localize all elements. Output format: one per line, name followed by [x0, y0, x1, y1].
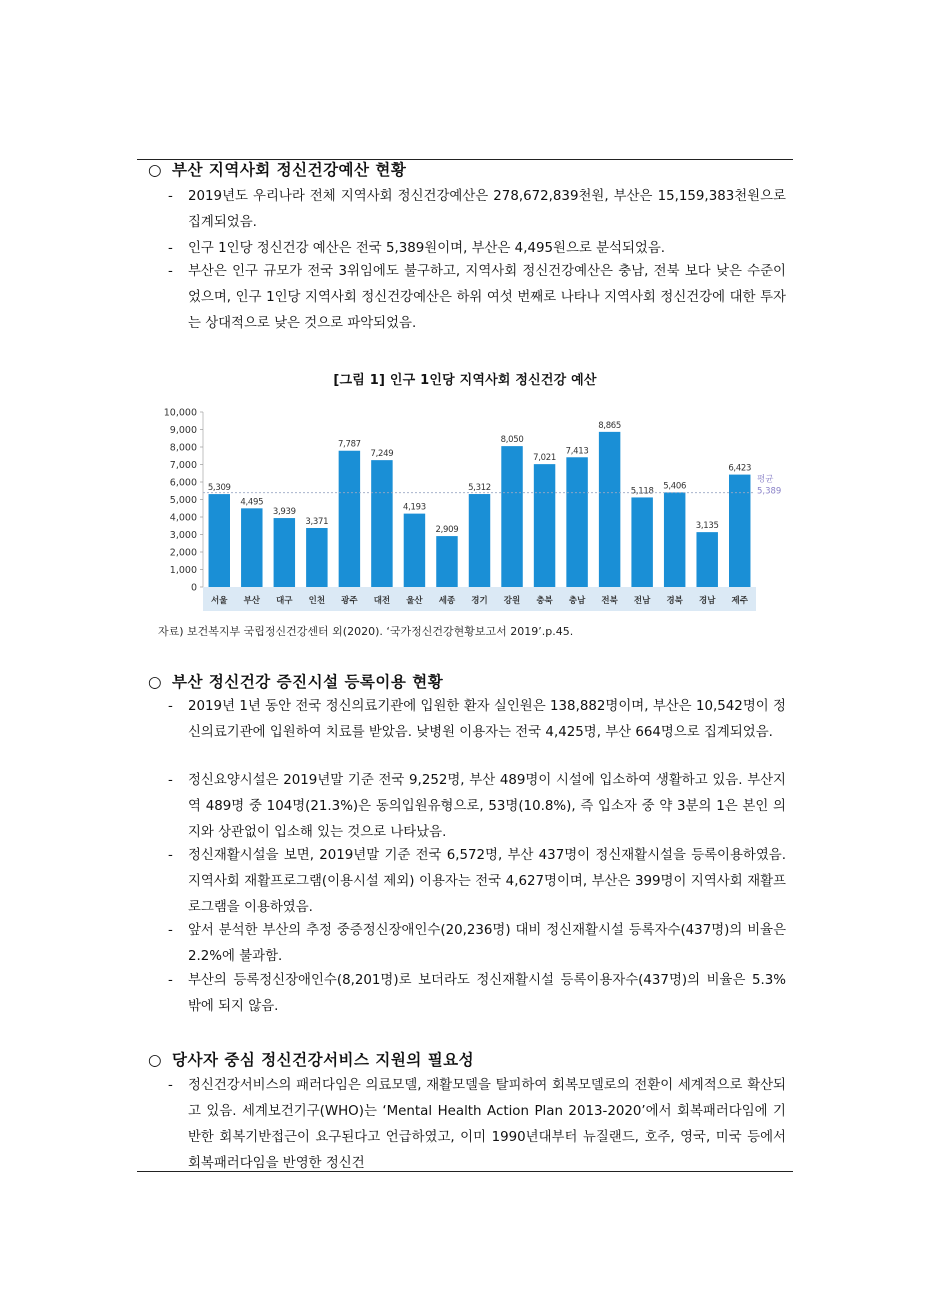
bar-전북 — [599, 432, 620, 587]
x-tick-label: 세종 — [438, 596, 456, 606]
y-tick-label: 8,000 — [169, 442, 197, 454]
section2-heading-text: 부산 정신건강 증진시설 등록이용 현황 — [172, 673, 444, 691]
circle-bullet-icon: ○ — [148, 673, 163, 691]
x-tick-label: 광주 — [341, 596, 358, 606]
section1-heading-text: 부산 지역사회 정신건강예산 현황 — [172, 161, 407, 179]
dash-icon: - — [168, 1078, 173, 1093]
bullet-text: 정신재활시설을 보면, 2019년말 기준 전국 6,572명, 부산 437명이 정신재활시설을 등록이용하였음. 지역사회 재활프로그램(이용시설 제외) 이용자는 전국 4,627명이며, 부산은 399명이 지역사회 재활프로그램을 이용하였음. — [188, 848, 786, 915]
x-tick-label: 충남 — [568, 596, 586, 606]
section3-heading — [148, 1050, 474, 1070]
dash-icon: - — [168, 973, 173, 988]
x-tick-label: 전남 — [633, 596, 651, 606]
bullet-text: 정신건강서비스의 패러다임은 의료모델, 재활모델을 탈피하여 회복모델로의 전환이 세계적으로 확산되고 있음. 세계보건기구(WHO)는 ‘Mental Health Action Plan 2013-2020’에서 회복패러다임에 기반한 회복기반접근이 요구된다고 언급하였고, 이미 1990년대부터 뉴질랜드, 호주, 영국, 미국 등에서 회복패러다임을 반영한 정신건 — [188, 1078, 786, 1171]
dash-icon: - — [168, 189, 173, 204]
bar-부산 — [241, 508, 262, 587]
section2-bullet-4 — [168, 918, 786, 970]
bar-value-label: 3,135 — [695, 521, 719, 532]
y-tick-label: 6,000 — [169, 477, 197, 489]
circle-bullet-icon: ○ — [148, 1051, 163, 1069]
dash-icon: - — [168, 241, 173, 256]
average-value-label: 5,389 — [757, 486, 782, 497]
section1-bullet-1 — [168, 184, 786, 236]
section3-bullet-1 — [168, 1073, 786, 1177]
y-tick-label: 0 — [190, 582, 197, 594]
bar-대전 — [371, 460, 392, 587]
bar-value-label: 5,406 — [663, 481, 687, 492]
section1-bullet-3 — [168, 259, 786, 337]
bar-충남 — [566, 457, 587, 587]
x-tick-label: 서울 — [211, 596, 228, 606]
bar-value-label: 8,865 — [598, 420, 622, 431]
bar-제주 — [729, 475, 750, 587]
bar-value-label: 2,909 — [435, 525, 459, 536]
dash-icon: - — [168, 848, 173, 863]
bar-value-label: 4,193 — [403, 502, 426, 513]
x-tick-label: 인천 — [308, 596, 326, 606]
section2-bullet-1 — [168, 694, 786, 746]
bar-value-label: 7,413 — [565, 446, 589, 457]
bar-value-label: 7,021 — [533, 453, 556, 464]
bar-value-label: 8,050 — [500, 435, 524, 446]
bar-경남 — [696, 532, 717, 587]
bar-value-label: 3,939 — [272, 507, 296, 518]
bar-충북 — [534, 464, 555, 587]
bullet-text: 2019년도 우리나라 전체 지역사회 정신건강예산은 278,672,839천원, 부산은 15,159,383천원으로 집계되었음. — [188, 189, 786, 230]
bottom-rule — [137, 1171, 793, 1172]
x-tick-label: 강원 — [503, 596, 521, 606]
x-tick-label: 충북 — [536, 596, 553, 606]
x-tick-label: 대전 — [373, 596, 391, 606]
figure-caption: [그림 1] 인구 1인당 지역사회 정신건강 예산 — [333, 373, 597, 388]
bar-울산 — [404, 514, 425, 587]
bar-강원 — [501, 446, 522, 587]
x-tick-label: 전북 — [601, 596, 618, 606]
bar-인천 — [306, 528, 327, 587]
bullet-text: 정신요양시설은 2019년말 기준 전국 9,252명, 부산 489명이 시설에 입소하여 생활하고 있음. 부산지역 489명 중 104명(21.3%)은 동의입원유형으로, 53명(10.8%), 즉 입소자 중 약 3분의 1은 본인 의지와 상관없이 입소해 있는 것으로 나타났음. — [188, 773, 786, 840]
y-tick-label: 5,000 — [169, 495, 197, 506]
bullet-text: 인구 1인당 정신건강 예산은 전국 5,389원이며, 부산은 4,495원으로 분석되었음. — [188, 241, 666, 256]
figure-source: 자료) 보건복지부 국립정신건강센터 외(2020). ‘국가정신건강현황보고서 2019’.p.45. — [158, 625, 574, 638]
x-tick-label: 경기 — [471, 596, 488, 606]
x-tick-label: 제주 — [731, 596, 748, 606]
bar-세종 — [436, 536, 457, 587]
y-tick-label: 10,000 — [163, 407, 197, 419]
bar-value-label: 5,309 — [207, 483, 231, 494]
bar-value-label: 6,423 — [728, 463, 752, 474]
section1-heading — [148, 160, 406, 180]
bar-경기 — [469, 494, 490, 587]
section2-bullet-2 — [168, 768, 786, 846]
bar-value-label: 5,312 — [468, 483, 491, 494]
bar-전남 — [631, 497, 652, 587]
dash-icon: - — [168, 923, 173, 938]
average-label: 평균 — [757, 474, 774, 485]
bar-value-label: 3,371 — [305, 517, 329, 528]
bar-대구 — [274, 518, 295, 587]
bar-value-label: 7,787 — [337, 439, 361, 450]
x-tick-label: 경남 — [698, 596, 716, 606]
y-tick-label: 4,000 — [169, 512, 197, 524]
y-tick-label: 1,000 — [169, 565, 197, 576]
dash-icon: - — [168, 773, 173, 788]
bar-경북 — [664, 492, 685, 587]
bar-서울 — [209, 494, 230, 587]
dash-icon: - — [168, 699, 173, 714]
section2-heading — [148, 672, 443, 692]
bullet-text: 부산의 등록정신장애인수(8,201명)로 보더라도 정신재활시설 등록이용자수(437명)의 비율은 5.3% 밖에 되지 않음. — [188, 973, 786, 1014]
x-tick-label: 부산 — [243, 596, 261, 606]
dash-icon: - — [168, 264, 173, 279]
bullet-text: 부산은 인구 규모가 전국 3위임에도 불구하고, 지역사회 정신건강예산은 충남, 전북 보다 낮은 수준이었으며, 인구 1인당 지역사회 정신건강예산은 하위 여섯 번째로 나타나 지역사회 정신건강에 대한 투자는 상대적으로 낮은 것으로 파악되었음. — [188, 264, 786, 331]
y-tick-label: 7,000 — [169, 460, 197, 471]
y-tick-label: 2,000 — [169, 547, 197, 559]
bullet-text: 앞서 분석한 부산의 추정 중증정신장애인수(20,236명) 대비 정신재활시설 등록자수(437명)의 비율은 2.2%에 불과함. — [188, 923, 786, 964]
section2-bullet-5 — [168, 968, 786, 1020]
budget-bar-chart — [158, 398, 782, 616]
circle-bullet-icon: ○ — [148, 161, 163, 179]
y-tick-label: 3,000 — [169, 530, 197, 541]
section3-heading-text: 당사자 중심 정신건강서비스 지원의 필요성 — [172, 1051, 475, 1069]
y-tick-label: 9,000 — [169, 425, 197, 436]
bar-value-label: 7,249 — [370, 449, 394, 460]
x-tick-label: 경북 — [666, 596, 683, 606]
section2-bullet-3 — [168, 843, 786, 921]
bar-광주 — [339, 451, 360, 587]
x-tick-label: 울산 — [406, 596, 423, 606]
x-tick-label: 대구 — [276, 596, 293, 606]
bar-value-label: 4,495 — [240, 497, 264, 508]
bar-value-label: 5,118 — [630, 486, 654, 497]
bullet-text: 2019년 1년 동안 전국 정신의료기관에 입원한 환자 실인원은 138,882명이며, 부산은 10,542명이 정신의료기관에 입원하여 치료를 받았음. 낮병원 이용자는 전국 4,425명, 부산 664명으로 집계되었음. — [188, 699, 786, 740]
